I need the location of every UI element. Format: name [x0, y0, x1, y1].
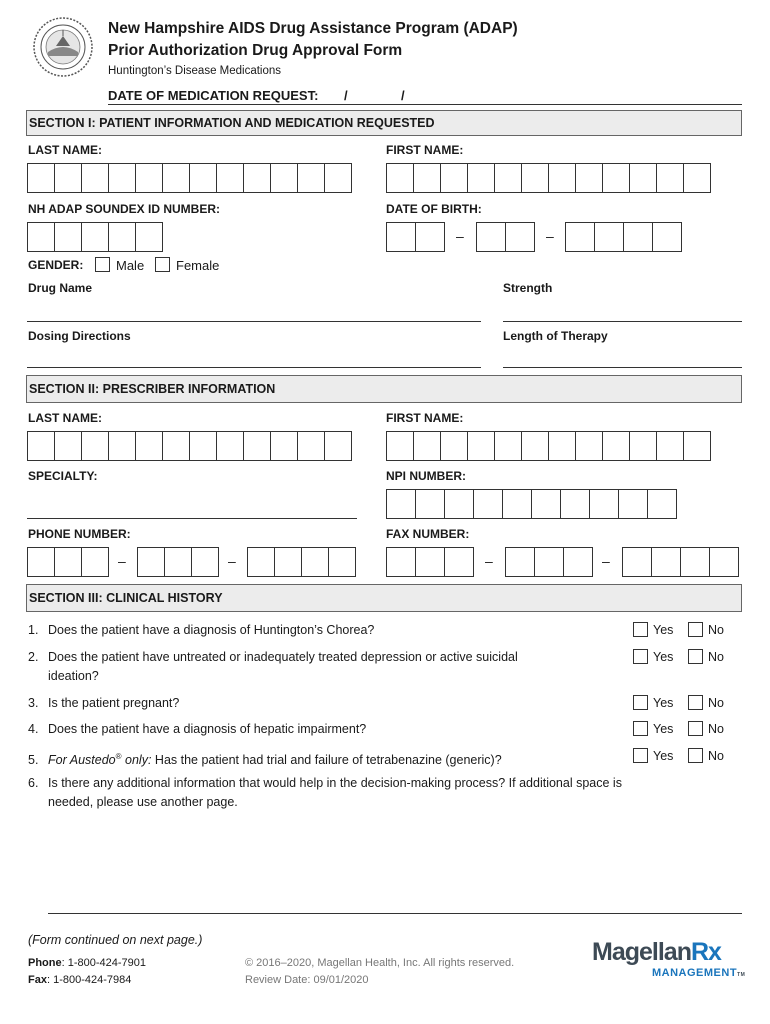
- q1-yes[interactable]: Yes: [633, 622, 673, 637]
- patient-first-name-label: FIRST NAME:: [386, 143, 464, 157]
- form-title-line2: Prior Authorization Drug Approval Form: [108, 42, 403, 59]
- date-line: [108, 104, 742, 105]
- strength-label: Strength: [503, 281, 553, 295]
- dosing-line[interactable]: [27, 367, 481, 368]
- question-6: 6. Is there any additional information that would help in the decision-making process? If additional space is needed, please use another page.: [28, 776, 622, 809]
- section1-title: SECTION I: PATIENT INFORMATION AND MEDICATION REQUESTED: [26, 110, 742, 136]
- q4-yes[interactable]: Yes: [633, 721, 673, 736]
- phone-label: PHONE NUMBER:: [28, 527, 131, 541]
- prescriber-first-name-label: FIRST NAME:: [386, 411, 464, 425]
- soundex-label: NH ADAP SOUNDEX ID NUMBER:: [28, 202, 221, 216]
- q3-yes[interactable]: Yes: [633, 695, 673, 710]
- q3-no-checkbox[interactable]: [688, 695, 703, 710]
- dob-label: DATE OF BIRTH:: [386, 202, 482, 216]
- prescriber-last-name-label: LAST NAME:: [28, 411, 102, 425]
- dob-year-boxes[interactable]: [565, 222, 681, 252]
- continued-note: (Form continued on next page.): [28, 933, 203, 947]
- prescriber-last-name-boxes[interactable]: [27, 431, 351, 461]
- drug-name-line[interactable]: [27, 321, 481, 322]
- specialty-line[interactable]: [27, 518, 357, 519]
- phone-dash-2: –: [228, 553, 236, 569]
- soundex-boxes[interactable]: [27, 222, 162, 252]
- form-subtitle: Huntington’s Disease Medications: [108, 65, 282, 77]
- patient-first-name-boxes[interactable]: [386, 163, 710, 193]
- magellan-rx-logo: MagellanRx MANAGEMENTTM: [592, 938, 746, 979]
- dob-day-boxes[interactable]: [476, 222, 534, 252]
- date-request-label: DATE OF MEDICATION REQUEST:: [108, 88, 319, 103]
- q2-yes[interactable]: Yes: [633, 649, 673, 664]
- male-checkbox[interactable]: [95, 257, 110, 272]
- npi-label: NPI NUMBER:: [386, 469, 466, 483]
- fax-area-boxes[interactable]: [386, 547, 473, 577]
- question-4: 4. Does the patient have a diagnosis of hepatic impairment?: [28, 722, 367, 736]
- patient-last-name-boxes[interactable]: [27, 163, 351, 193]
- male-label: Male: [116, 258, 145, 273]
- npi-boxes[interactable]: [386, 489, 676, 519]
- section3-title: SECTION III: CLINICAL HISTORY: [26, 584, 742, 612]
- q5-no[interactable]: No: [688, 748, 724, 763]
- q5-yes[interactable]: Yes: [633, 748, 673, 763]
- footer-fax: Fax: 1-800-424-7984: [28, 974, 132, 986]
- section2-title: SECTION II: PRESCRIBER INFORMATION: [26, 375, 742, 403]
- specialty-label: SPECIALTY:: [28, 469, 98, 483]
- length-label: Length of Therapy: [503, 329, 608, 343]
- prescriber-first-name-boxes[interactable]: [386, 431, 710, 461]
- footer-phone: Phone: 1-800-424-7901: [28, 957, 147, 969]
- strength-line[interactable]: [503, 321, 742, 322]
- question-3: 3. Is the patient pregnant?: [28, 696, 180, 710]
- q4-no-checkbox[interactable]: [688, 721, 703, 736]
- q4-yes-checkbox[interactable]: [633, 721, 648, 736]
- fax-line-boxes[interactable]: [622, 547, 738, 577]
- gender-label: GENDER:: [28, 258, 84, 272]
- female-checkbox[interactable]: [155, 257, 170, 272]
- female-label: Female: [176, 258, 220, 273]
- dosing-label: Dosing Directions: [28, 329, 131, 343]
- question-5: 5. For Austedo® only: Has the patient had trial and failure of tetrabenazine (generic)?: [28, 752, 502, 768]
- copyright: © 2016–2020, Magellan Health, Inc. All rights reserved.: [245, 957, 515, 969]
- q3-yes-checkbox[interactable]: [633, 695, 648, 710]
- phone-dash-1: –: [118, 553, 126, 569]
- q5-yes-checkbox[interactable]: [633, 748, 648, 763]
- length-line[interactable]: [503, 367, 742, 368]
- form-title-line1: New Hampshire AIDS Drug Assistance Program (ADAP): [108, 20, 518, 37]
- date-separator-2: /: [401, 88, 405, 103]
- q2-no-checkbox[interactable]: [688, 649, 703, 664]
- drug-name-label: Drug Name: [28, 281, 93, 295]
- dob-dash-2: –: [546, 228, 554, 244]
- date-separator-1: /: [344, 88, 348, 103]
- q1-yes-checkbox[interactable]: [633, 622, 648, 637]
- fax-dash-1: –: [485, 553, 493, 569]
- phone-prefix-boxes[interactable]: [137, 547, 218, 577]
- state-seal-icon: [32, 16, 94, 78]
- q4-no[interactable]: No: [688, 721, 724, 736]
- question-1: 1. Does the patient have a diagnosis of Huntington’s Chorea?: [28, 623, 375, 637]
- q2-yes-checkbox[interactable]: [633, 649, 648, 664]
- q1-no-checkbox[interactable]: [688, 622, 703, 637]
- dob-dash-1: –: [456, 228, 464, 244]
- dob-month-boxes[interactable]: [386, 222, 444, 252]
- phone-area-boxes[interactable]: [27, 547, 108, 577]
- q2-no[interactable]: No: [688, 649, 724, 664]
- q5-no-checkbox[interactable]: [688, 748, 703, 763]
- phone-line-boxes[interactable]: [247, 547, 355, 577]
- question-2: 2. Does the patient have untreated or inadequately treated depression or active suicidal ideation?: [28, 650, 518, 683]
- fax-label: FAX NUMBER:: [386, 527, 470, 541]
- additional-info-line[interactable]: [48, 913, 742, 914]
- fax-dash-2: –: [602, 553, 610, 569]
- q1-no[interactable]: No: [688, 622, 724, 637]
- q3-no[interactable]: No: [688, 695, 724, 710]
- fax-prefix-boxes[interactable]: [505, 547, 592, 577]
- review-date: Review Date: 09/01/2020: [245, 974, 369, 986]
- patient-last-name-label: LAST NAME:: [28, 143, 102, 157]
